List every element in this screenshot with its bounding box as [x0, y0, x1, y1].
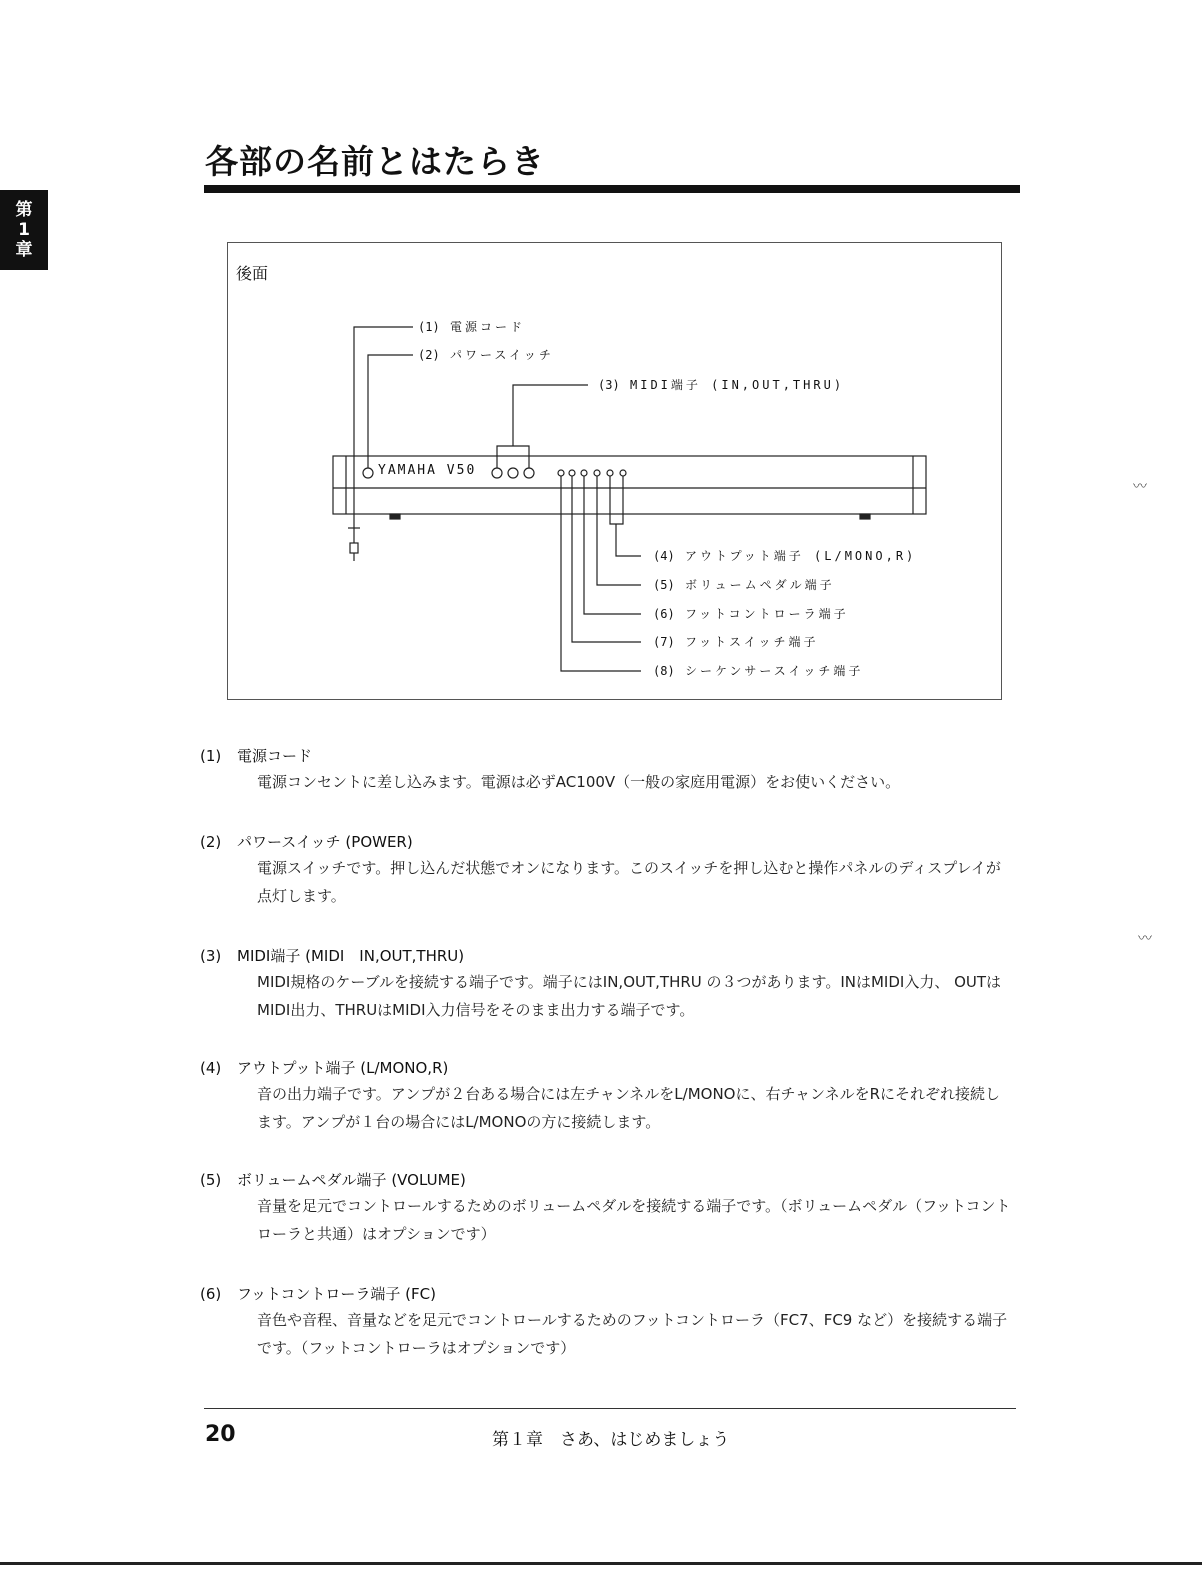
callout-7-num: (7) [653, 635, 675, 649]
side-tab-line-3: 章 [15, 240, 33, 260]
model-name: YAMAHA V50 [378, 463, 477, 478]
power-switch-icon [363, 468, 373, 478]
midi-thru-jack-icon [524, 468, 534, 478]
callout-6-text: フットコントローラ端子 [685, 607, 849, 621]
description-item-3 [200, 944, 1020, 1024]
callout-2-text: パワースイッチ [450, 348, 554, 362]
side-tab-line-2: 1 [18, 220, 30, 240]
description-item-4 [200, 1056, 1020, 1136]
item-heading [200, 1282, 1020, 1306]
callout-4 [653, 548, 916, 564]
callout-8-num: (8) [653, 664, 675, 678]
item-number: (4) [200, 1059, 222, 1077]
callout-8-text: シーケンサースイッチ端子 [685, 664, 864, 678]
item-body: MIDI規格のケーブルを接続する端子です。端子にはIN,OUT,THRU の３つがあります。INはMIDI入力、 OUTはMIDI出力、THRUはMIDI入力信号をそのまま出力する端子です。 [257, 973, 1002, 1019]
item-heading [200, 1056, 1020, 1080]
callout-3-text: MIDI端子 (IN,OUT,THRU) [630, 378, 845, 392]
item-number: (1) [200, 747, 222, 765]
callout-6 [653, 606, 849, 622]
item-body: 音の出力端子です。アンプが２台ある場合には左チャンネルをL/MONOに、右チャンネルをRにそれぞれ接続します。アンプが１台の場合にはL/MONOの方に接続します。 [257, 1085, 1001, 1131]
callout-5-num: (5) [653, 578, 675, 592]
item-heading [200, 1168, 1020, 1192]
item-number: (5) [200, 1171, 222, 1189]
callout-3-num: (3) [598, 378, 620, 392]
item-title: ボリュームペダル端子 (VOLUME) [237, 1171, 466, 1189]
callout-6-num: (6) [653, 607, 675, 621]
scan-edge-line [0, 1562, 1202, 1565]
scan-mark-icon: 〰 [1138, 931, 1152, 947]
chapter-side-tab [0, 190, 48, 270]
item-title: MIDI端子 (MIDI IN,OUT,THRU) [237, 947, 465, 965]
item-body: 音色や音程、音量などを足元でコントロールするためのフットコントローラ（FC7、FC9 など）を接続する端子です。（フットコントローラはオプションです） [257, 1311, 1008, 1357]
page-number: 20 [205, 1422, 236, 1447]
description-item-5 [200, 1168, 1020, 1248]
midi-in-jack-icon [492, 468, 502, 478]
item-number: (2) [200, 833, 222, 851]
footer-rule [204, 1408, 1016, 1409]
callout-3 [598, 377, 844, 393]
chapter-title: 第１章 さあ、はじめましょう [492, 1430, 730, 1450]
callout-1-num: (1) [418, 320, 440, 334]
callout-7 [653, 634, 819, 650]
item-title: アウトプット端子 (L/MONO,R) [237, 1059, 449, 1077]
item-heading [200, 744, 1020, 768]
item-number: (3) [200, 947, 222, 965]
rear-panel-diagram [228, 243, 1003, 701]
item-body: 音量を足元でコントロールするためのボリュームペダルを接続する端子です。（ボリュームペダル（フットコントローラと共通）はオプションです） [257, 1197, 1011, 1243]
item-heading [200, 830, 1020, 854]
callout-1-text: 電源コード [450, 320, 526, 334]
callout-2-num: (2) [418, 348, 440, 362]
side-tab-line-1: 第 [15, 200, 33, 220]
item-title: フットコントローラ端子 (FC) [237, 1285, 436, 1303]
item-number: (6) [200, 1285, 222, 1303]
item-heading [200, 944, 1020, 968]
figure-label: 後面 [236, 264, 269, 283]
description-item-6 [200, 1282, 1020, 1362]
item-body: 電源スイッチです。押し込んだ状態でオンになります。このスイッチを押し込むと操作パネルのディスプレイが点灯します。 [257, 859, 1001, 905]
midi-out-jack-icon [508, 468, 518, 478]
callout-1 [418, 319, 525, 335]
description-item-2 [200, 830, 1020, 910]
callout-7-text: フットスイッチ端子 [685, 635, 819, 649]
rear-panel-figure [227, 242, 1002, 700]
callout-2 [418, 347, 554, 363]
item-title: パワースイッチ (POWER) [237, 833, 413, 851]
callout-4-text: アウトプット端子 (L/MONO,R) [685, 549, 917, 563]
item-title: 電源コード [237, 747, 313, 765]
item-body: 電源コンセントに差し込みます。電源は必ずAC100V（一般の家庭用電源）をお使いください。 [257, 773, 901, 791]
title-rule [204, 185, 1020, 193]
callout-5-text: ボリュームペダル端子 [685, 578, 835, 592]
callout-4-num: (4) [653, 549, 675, 563]
callout-8 [653, 663, 863, 679]
scan-mark-icon: 〰 [1133, 479, 1147, 495]
description-item-1 [200, 744, 1020, 796]
callout-5 [653, 577, 835, 593]
page-title: 各部の名前とはたらき [205, 142, 545, 181]
